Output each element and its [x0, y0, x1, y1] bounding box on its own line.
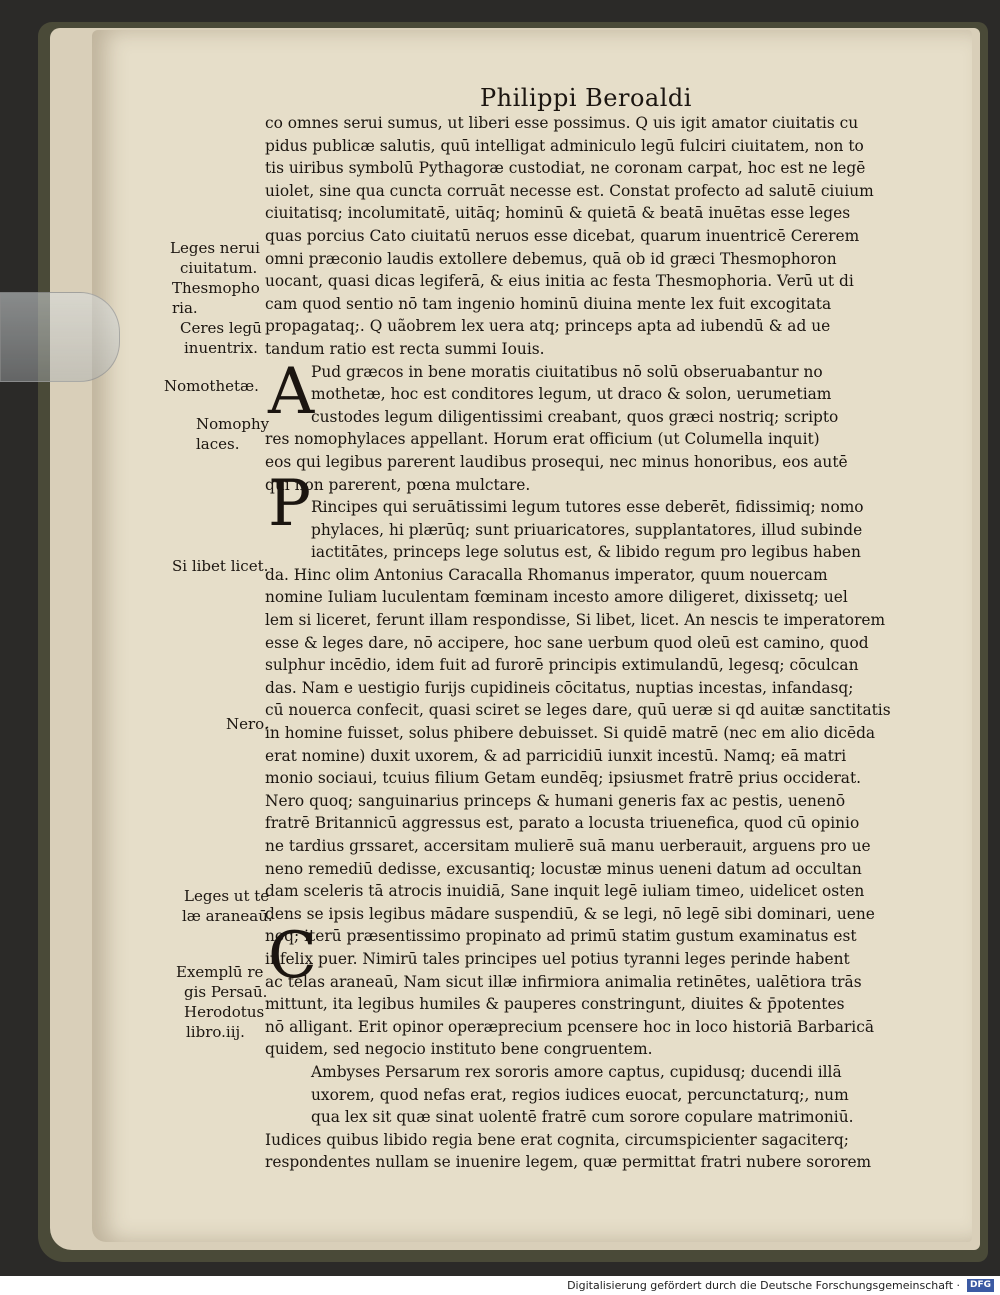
drop-cap-p: P	[268, 467, 312, 541]
text-line: ciuitatisq; incolumitatē, uitāq; hominū & quietā & beatā inuētas esse leges	[265, 204, 851, 223]
text-line: nō alligant. Erit opinor operæprecium pcensere hoc in loco historiā Barbaricā	[265, 1017, 875, 1036]
funding-credit: Digitalisierung gefördert durch die Deutsche Forschungsgemeinschaft ·	[567, 1279, 960, 1292]
drop-cap-c: C	[268, 919, 317, 993]
drop-cap-a: A	[268, 355, 315, 429]
text-line: nomine Iuliam luculentam fœminam incesto amore diligeret, dixissetq; uel	[265, 588, 848, 607]
text-line: eos qui legibus parerent laudibus prosequi, nec minus honoribus, eos autē	[265, 452, 848, 471]
marginal-note: gis Persaū.	[184, 983, 268, 1001]
text-line: quas porcius Cato ciuitatū neruos esse dicebat, quarum inuentricē Cererem	[265, 226, 860, 245]
text-line: Iudices quibus libido regia bene erat cognita, circumspicienter sagaciterq;	[265, 1130, 849, 1149]
text-line: uxorem, quod nefas erat, regios iudices euocat, percunctaturq;, num	[311, 1085, 849, 1104]
text-line: res nomophylaces appellant. Horum erat officium (ut Columella inquit)	[265, 430, 820, 449]
text-line: erat nomine) duxit uxorem, & ad parricidiū iunxit incestū. Namq; eā matri	[265, 746, 847, 765]
text-line: respondentes nullam se inuenire legem, quæ permittat fratri nubere sororem	[265, 1153, 872, 1172]
marginal-note: Nero.	[226, 715, 269, 733]
marginal-note: Thesmopho	[172, 279, 260, 297]
text-line: tis uiribus symbolū Pythagoræ custodiat, ne coronam carpat, hoc est ne legē	[265, 159, 866, 178]
marginal-note: Si libet licet.	[172, 557, 269, 575]
text-line: propagataq;. Q uãobrem lex uera atq; princeps apta ad iubendū & ad ue	[265, 317, 831, 336]
text-line: da. Hinc olim Antonius Caracalla Rhomanus imperator, quum nouercam	[265, 565, 828, 584]
text-line: noq; iterū præsentissimo propinato ad primū statim gustum examinatus est	[265, 927, 857, 946]
text-line: dens se ipsis legibus mādare suspendiū, & se legi, nō legē sibi dominari, uene	[265, 904, 875, 923]
text-line: esse & leges dare, nō accipere, hoc sane uerbum quod oleū est camino, quod	[265, 633, 869, 652]
marginal-note: Exemplū re	[176, 963, 264, 981]
marginal-note: Nomothetæ.	[164, 377, 259, 395]
text-line: omni præconio laudis extollere debemus, quā ob id græci Thesmophoron	[265, 249, 837, 268]
marginal-note: libro.iij.	[186, 1023, 245, 1041]
text-line: ne tardius grssaret, accersitam mulierē suā manu uerberauit, arguens pro ue	[265, 837, 871, 855]
running-title: Philippi Beroaldi	[480, 84, 692, 112]
text-line: pidus publicæ salutis, quū intelligat adminiculo legū fulciri ciuitatem, non to	[265, 136, 864, 155]
marginal-note: Ceres legū	[180, 319, 262, 337]
text-line: infelix puer. Nimirū tales principes uel potius tyranni leges perinde habent	[265, 949, 850, 968]
text-line: das. Nam e uestigio furijs cupidineis cōcitatus, nuptias incestas, infandasq;	[265, 678, 854, 697]
text-line: qui non parerent, pœna mulctare.	[265, 475, 531, 494]
text-line: cū nouerca confecit, quasi sciret se leges dare, quū ueræ si qd auitæ sanctitatis	[265, 701, 891, 720]
marginal-note: ria.	[172, 299, 198, 317]
text-line: sulphur incēdio, idem fuit ad furorē principis extimulandū, legesq; cōculcan	[265, 656, 859, 675]
text-line: mittunt, ita legibus humiles & pauperes constringunt, diuites & p̄potentes	[265, 995, 845, 1014]
text-line: dam sceleris tā atrocis inuidiā, Sane inquit legē iuliam timeo, uidelicet osten	[265, 882, 865, 901]
text-line: uocant, quasi dicas legiferā, & eius initia ac festa Thesmophoria. Verū ut di	[265, 272, 854, 291]
marginal-note: læ araneaū.	[182, 907, 273, 925]
marginal-note: Leges nerui	[170, 239, 260, 257]
text-line: iactitātes, princeps lege solutus est, & libido regum pro legibus haben	[311, 543, 861, 562]
text-line: qua lex sit quæ sinat uolentē fratrē cum sorore copulare matrimoniū.	[311, 1108, 854, 1127]
text-line: quidem, sed negocio instituto bene congruentem.	[265, 1040, 653, 1059]
text-line: custodes legum diligentissimi creabant, quos græci nostriq; scripto	[311, 407, 839, 426]
text-line: cam quod sentio nō tam ingenio hominū diuina mente lex fuit excogitata	[265, 294, 832, 313]
text-line: Nero quoq; sanguinarius princeps & humani generis fax ac pestis, uenenō	[265, 791, 846, 810]
text-line: co omnes serui sumus, ut liberi esse possimus. Q uis igit amator ciuitatis cu	[265, 114, 859, 132]
text-line: phylaces, hi plærūq; sunt priuaricatores, supplantatores, illud subinde	[311, 520, 863, 539]
text-line: Rincipes qui seruātissimi legum tutores esse deberēt, fidissimiq; nomo	[311, 498, 864, 517]
marginal-note: Leges ut te	[184, 887, 270, 905]
text-line: Pud græcos in bene moratis ciuitatibus nō solū obseruabantur no	[311, 362, 823, 381]
text-line: fratrē Britannicū aggressus est, parato a locusta triuenefica, quod cū opinio	[265, 814, 860, 833]
text-line: mothetæ, hoc est conditores legum, ut draco & solon, uerumetiam	[311, 385, 832, 404]
text-line: tandum ratio est recta summi Iouis.	[265, 339, 545, 358]
text-line: Ambyses Persarum rex sororis amore captus, cupidusq; ducendi illā	[311, 1062, 842, 1081]
text-line: lem si liceret, ferunt illam respondisse, Si libet, licet. An nescis te imperatorem	[265, 611, 886, 630]
dfg-logo: DFG	[967, 1279, 994, 1292]
marginal-note: Herodotus	[184, 1003, 265, 1021]
text-line: monio sociaui, tcuius filium Getam eundēq; ipsiusmet fratrē prius occiderat.	[265, 769, 862, 788]
page-clip	[0, 292, 120, 382]
text-line: neno remediū dedisse, excusantiq; locustæ minus ueneni datum ad occultan	[265, 859, 862, 878]
text-line: in homine fuisset, solus phibere debuisset. Si quidē matrē (nec em alio dicēda	[265, 724, 876, 743]
marginal-note: laces.	[196, 435, 240, 453]
marginal-note: Nomophy	[196, 415, 270, 433]
text-line: uiolet, sine qua cuncta corruāt necesse est. Constat profecto ad salutē ciuium	[265, 181, 874, 200]
text-line: ac telas araneaū, Nam sicut illæ infirmiora animalia retinētes, ualētiora trās	[265, 972, 862, 991]
marginal-note: inuentrix.	[184, 339, 258, 357]
marginal-note: ciuitatum.	[180, 259, 258, 277]
body-text	[265, 112, 913, 1174]
